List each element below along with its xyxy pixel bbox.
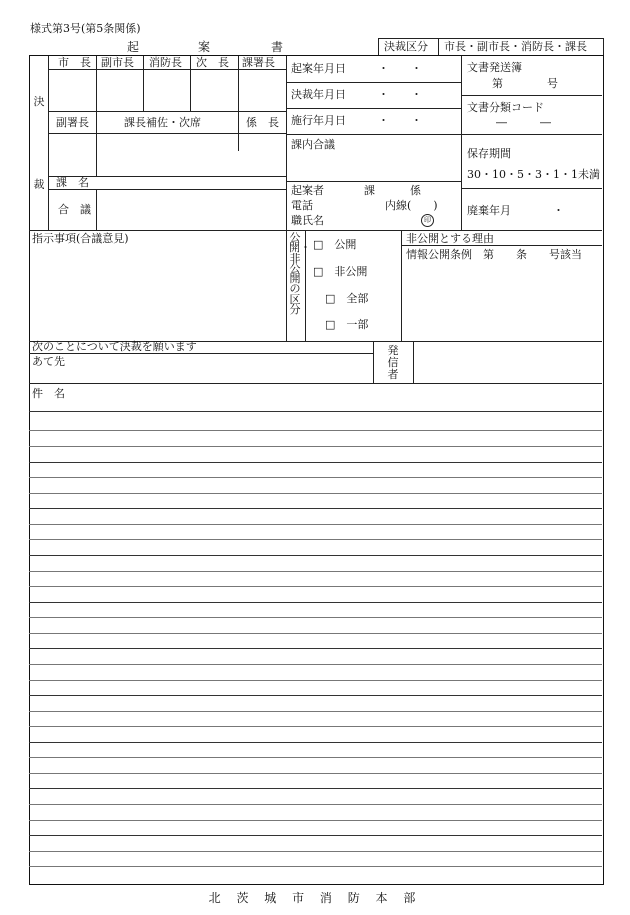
approver-mayor: 市 長 (58, 56, 91, 69)
ruled-line (29, 757, 602, 758)
decision-date-value[interactable]: ・ ・ (378, 88, 422, 101)
approval-side-label-bottom: 裁 (33, 178, 45, 191)
ruled-line (29, 711, 602, 712)
ruled-line (29, 835, 602, 836)
ruled-line (29, 742, 602, 743)
title-char-2: 案 (198, 40, 211, 54)
ruled-line (29, 695, 602, 696)
ruled-line (29, 446, 602, 447)
extension-label[interactable]: 内線( ) (385, 199, 438, 212)
classification-code-label: 文書分類コード (467, 101, 544, 114)
draft-date-label: 起案年月日 (291, 62, 346, 75)
dispatch-register-number[interactable]: 第 号 (492, 77, 558, 90)
council-label: 合 議 (58, 203, 91, 216)
ruled-line (29, 820, 602, 821)
whole-option[interactable]: □ 全部 (325, 292, 369, 305)
ruled-line (29, 726, 602, 727)
seal-mark: 印 (421, 214, 434, 227)
ruled-line (29, 851, 602, 852)
course-name-label: 課 名 (56, 176, 89, 189)
title-char-3: 書 (271, 40, 284, 54)
approver-deputy-mayor: 副市長 (101, 56, 134, 69)
address-label: あて先 (32, 355, 65, 368)
drafter-section: 課 (364, 184, 375, 197)
retention-period-options[interactable]: 30・10・5・3・1・1未満 (467, 168, 600, 181)
ruled-line (29, 866, 602, 867)
name-label: 職氏名 (291, 214, 324, 227)
footer-organization: 北 茨 城 市 消 防 本 部 (208, 891, 422, 905)
ruled-line (29, 586, 602, 587)
drafter-staff: 係 (410, 184, 421, 197)
decision-category-label: 決裁区分 (384, 40, 428, 53)
subject-label: 件 名 (32, 387, 65, 400)
decision-category-value: 市長・副市長・消防長・課長 (444, 40, 587, 53)
dispatch-register-label: 文書発送簿 (467, 61, 522, 74)
title-char-1: 起 (127, 40, 140, 54)
approver-chief-clerk: 係 長 (246, 116, 279, 129)
disclosure-category-label: 公開・非公開の区分 (289, 231, 311, 317)
drafter-label: 起案者 (291, 184, 324, 197)
request-text: 次のことについて決裁を願います (32, 340, 197, 353)
ruled-line (29, 648, 602, 649)
ruled-line (29, 680, 602, 681)
ruled-line (29, 430, 602, 431)
approver-vice-chief: 次 長 (196, 56, 229, 69)
ruled-line (29, 508, 602, 509)
retention-period-label: 保存期間 (467, 147, 511, 160)
ruled-line (29, 462, 602, 463)
approver-assistant-manager: 課長補佐・次席 (124, 116, 201, 129)
decision-date-label: 決裁年月日 (291, 88, 346, 101)
ruled-line (29, 539, 602, 540)
ruled-line (29, 804, 602, 805)
sender-label: 発信者 (387, 344, 399, 381)
ruled-line (29, 602, 602, 603)
ruled-line (29, 571, 602, 572)
approval-side-label-top: 決 (33, 95, 45, 108)
ruled-line (29, 477, 602, 478)
ruled-line (29, 617, 602, 618)
approver-section-head: 課署長 (242, 56, 275, 69)
disposal-date-value[interactable]: ・ (553, 204, 564, 217)
disposal-date-label: 廃棄年月 (467, 204, 511, 217)
draft-date-value[interactable]: ・ ・ (378, 62, 422, 75)
ruled-line (29, 411, 602, 412)
enforce-date-label: 施行年月日 (291, 114, 346, 127)
ruled-line (29, 555, 602, 556)
ruled-line (29, 664, 602, 665)
partial-option[interactable]: □ 一部 (325, 318, 369, 331)
phone-label: 電話 (291, 199, 313, 212)
approver-fire-chief: 消防長 (149, 56, 182, 69)
internal-council-label: 課内合議 (291, 138, 335, 151)
form-number: 様式第3号(第5条関係) (30, 22, 141, 35)
instructions-label: 指示事項(合議意見) (32, 232, 129, 245)
classification-code-value[interactable]: ― ― (496, 116, 551, 129)
ruled-line (29, 524, 602, 525)
nondisclosure-reason-label: 非公開とする理由 (406, 232, 494, 245)
ruled-line (29, 633, 602, 634)
disclosure-ordinance-article[interactable]: 情報公開条例 第 条 号該当 (406, 248, 582, 261)
ruled-line (29, 788, 602, 789)
nonpublic-option[interactable]: □ 非公開 (313, 265, 368, 278)
ruled-line (29, 493, 602, 494)
ruled-line (29, 773, 602, 774)
approver-deputy-station-head: 副署長 (56, 116, 89, 129)
public-option[interactable]: □ 公開 (313, 238, 357, 251)
enforce-date-value[interactable]: ・ ・ (378, 114, 422, 127)
